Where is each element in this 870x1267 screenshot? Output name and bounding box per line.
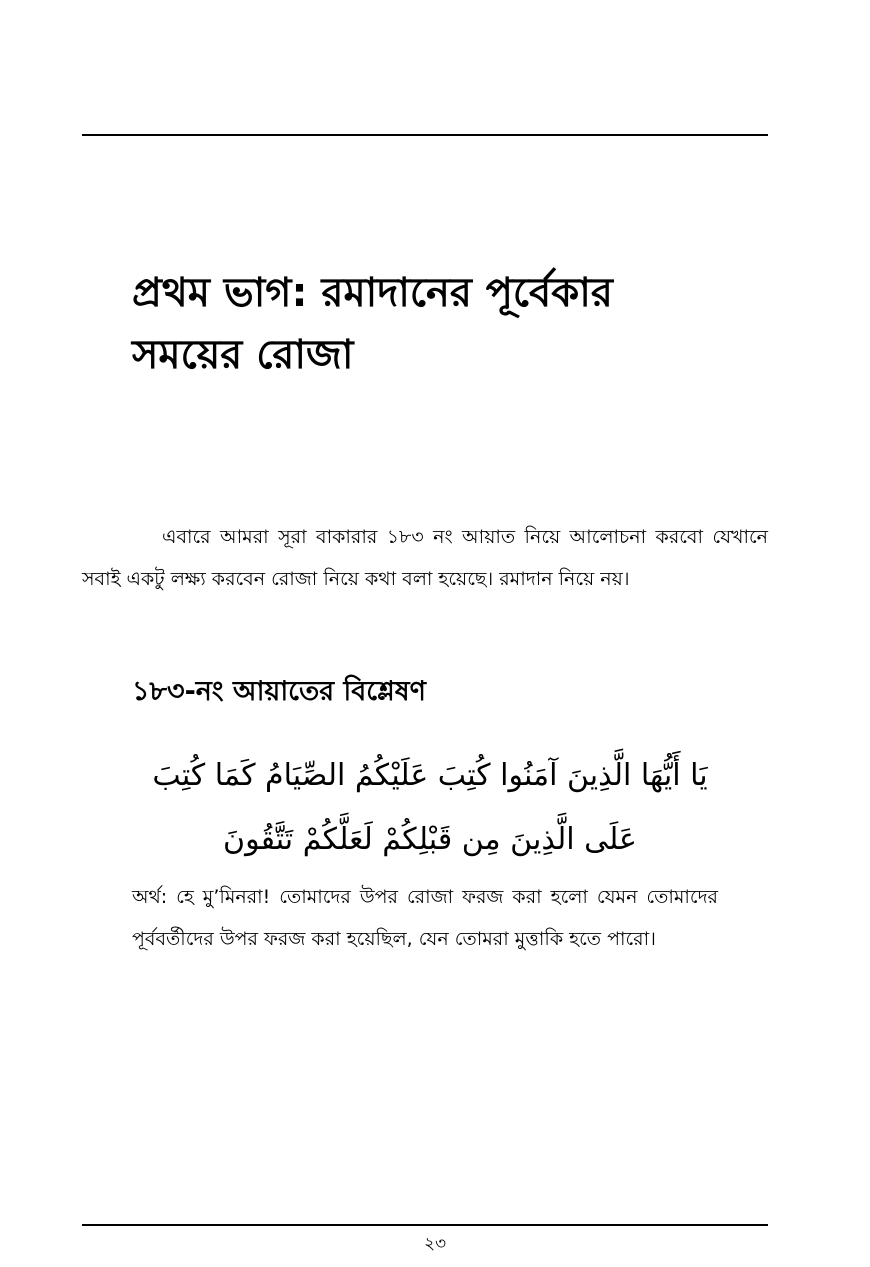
arabic-verse-line-1: يَا أَيُّهَا الَّذِينَ آمَنُوا كُتِبَ عَلَيْكُمُ الصِّيَامُ كَمَا كُتِبَ <box>152 758 708 793</box>
verse-meaning: অর্থ: হে মু’মিনরা! তোমাদের উপর রোজা ফরজ করা হলো যেমন তোমাদের পূর্ববর্তীদের উপর ফরজ করা হয়েছিল, যেন তোমরা মুত্তাকি হতে পারো। <box>132 886 718 950</box>
arabic-verse <box>110 744 750 872</box>
chapter-title-line-1: প্রথম ভাগ: রমাদানের পূর্বেকার <box>132 270 613 316</box>
footer-rule <box>82 1224 768 1226</box>
arabic-verse-line-2: عَلَى الَّذِينَ مِن قَبْلِكُمْ لَعَلَّكُمْ تَتَّقُونَ <box>223 822 637 857</box>
intro-paragraph: এবারে আমরা সূরা বাকারার ১৮৩ নং আয়াত নিয়ে আলোচনা করবো যেখানে সবাই একটু লক্ষ্য করবেন রোজা নিয়ে কথা বলা হয়েছে। রমাদান নিয়ে নয়। <box>82 526 768 590</box>
chapter-title <box>132 262 732 386</box>
page-number: ২৩ <box>423 1234 447 1254</box>
header-rule <box>82 134 768 136</box>
section-heading: ১৮৩-নং আয়াতের বিশ্লেষণ <box>132 676 426 707</box>
chapter-title-line-2: সময়ের রোজা <box>132 332 354 378</box>
